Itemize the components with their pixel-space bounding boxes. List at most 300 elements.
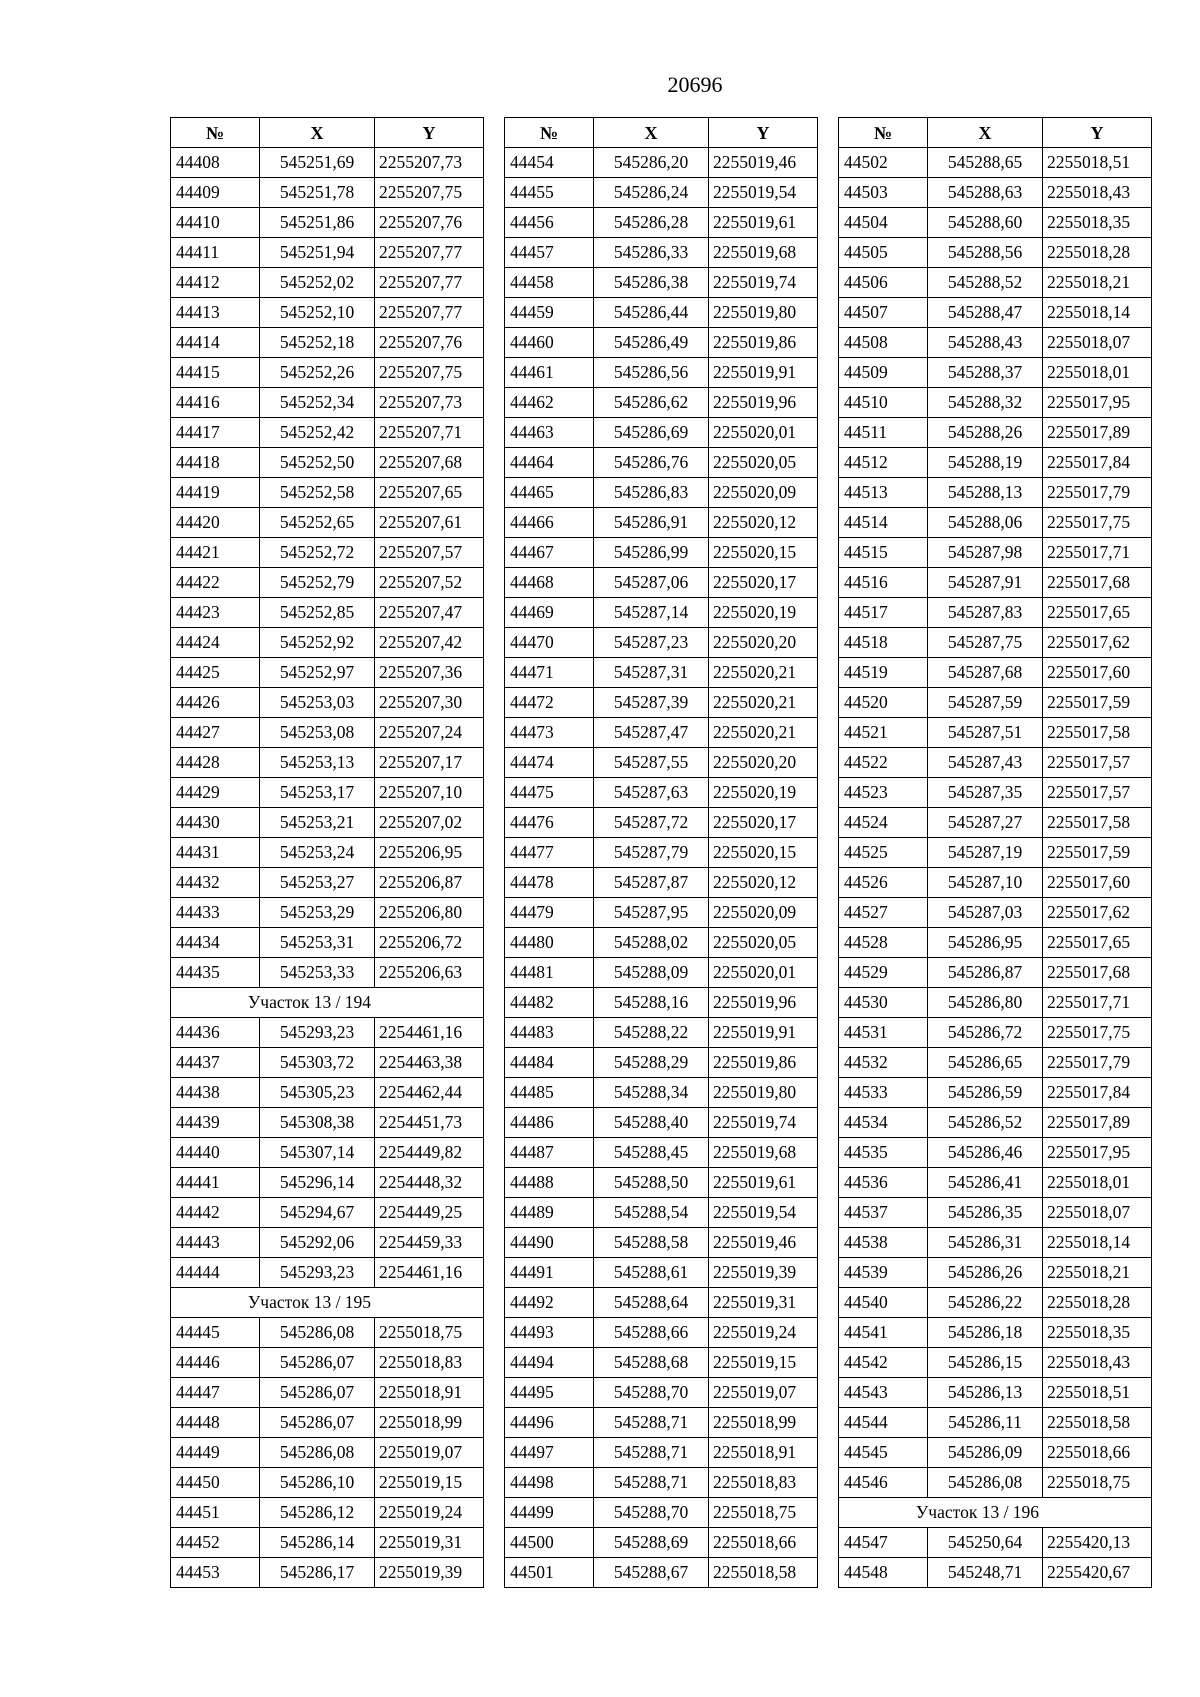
point-number-cell: 44491 [505,1258,594,1288]
point-number-cell: 44453 [171,1558,260,1588]
x-coordinate-cell: 545286,33 [594,238,709,268]
table-row [839,448,1152,478]
point-number-cell: 44462 [505,388,594,418]
y-coordinate-cell: 2255017,58 [1043,718,1152,748]
table-row [171,1528,484,1558]
table-row [505,748,818,778]
table-row [505,628,818,658]
y-coordinate-cell: 2255020,12 [709,868,818,898]
table-row [171,658,484,688]
x-coordinate-cell: 545286,52 [928,1108,1043,1138]
x-coordinate-cell: 545287,87 [594,868,709,898]
y-coordinate-cell: 2255017,79 [1043,478,1152,508]
table-row [839,778,1152,808]
point-number-cell: 44465 [505,478,594,508]
point-number-cell: 44440 [171,1138,260,1168]
y-coordinate-cell: 2255019,61 [709,208,818,238]
x-coordinate-cell: 545286,59 [928,1078,1043,1108]
y-coordinate-cell: 2255207,75 [375,358,484,388]
y-coordinate-cell: 2255207,02 [375,808,484,838]
y-coordinate-cell: 2255020,05 [709,928,818,958]
table-row [505,1288,818,1318]
point-number-cell: 44517 [839,598,928,628]
y-coordinate-cell: 2255018,66 [709,1528,818,1558]
section-label: Участок 13 / 195 [171,1288,484,1318]
table-row [505,568,818,598]
point-number-cell: 44433 [171,898,260,928]
point-number-cell: 44496 [505,1408,594,1438]
point-number-cell: 44485 [505,1078,594,1108]
x-coordinate-cell: 545288,50 [594,1168,709,1198]
x-coordinate-cell: 545287,95 [594,898,709,928]
table-row [505,208,818,238]
y-coordinate-cell: 2255019,74 [709,1108,818,1138]
y-coordinate-cell: 2255018,51 [1043,148,1152,178]
point-number-cell: 44486 [505,1108,594,1138]
table-row [505,148,818,178]
point-number-cell: 44514 [839,508,928,538]
point-number-cell: 44490 [505,1228,594,1258]
x-coordinate-cell: 545288,09 [594,958,709,988]
point-number-cell: 44439 [171,1108,260,1138]
table-row [171,568,484,598]
point-number-cell: 44487 [505,1138,594,1168]
table-row [839,478,1152,508]
point-number-cell: 44499 [505,1498,594,1528]
table-row [505,1138,818,1168]
y-coordinate-cell: 2255017,65 [1043,928,1152,958]
x-coordinate-cell: 545286,95 [928,928,1043,958]
y-coordinate-cell: 2255019,68 [709,1138,818,1168]
section-row [839,1498,1152,1528]
y-coordinate-cell: 2255207,68 [375,448,484,478]
x-coordinate-cell: 545286,07 [260,1378,375,1408]
table-row [171,1108,484,1138]
table-row [171,298,484,328]
y-coordinate-cell: 2255019,80 [709,1078,818,1108]
y-coordinate-cell: 2255019,46 [709,1228,818,1258]
x-coordinate-cell: 545288,32 [928,388,1043,418]
x-coordinate-cell: 545288,70 [594,1378,709,1408]
y-coordinate-cell: 2255018,58 [1043,1408,1152,1438]
table-row [171,628,484,658]
table-row [171,1258,484,1288]
point-number-cell: 44533 [839,1078,928,1108]
x-coordinate-cell: 545253,27 [260,868,375,898]
table-row [839,508,1152,538]
x-coordinate-cell: 545288,22 [594,1018,709,1048]
point-number-cell: 44412 [171,268,260,298]
point-number-cell: 44489 [505,1198,594,1228]
x-coordinate-cell: 545287,59 [928,688,1043,718]
x-coordinate-cell: 545286,22 [928,1288,1043,1318]
y-coordinate-cell: 2255207,52 [375,568,484,598]
y-coordinate-cell: 2255019,68 [709,238,818,268]
section-label: Участок 13 / 196 [839,1498,1152,1528]
point-number-cell: 44434 [171,928,260,958]
point-number-cell: 44452 [171,1528,260,1558]
x-coordinate-cell: 545286,24 [594,178,709,208]
y-coordinate-cell: 2255018,75 [1043,1468,1152,1498]
point-number-cell: 44532 [839,1048,928,1078]
y-coordinate-cell: 2255018,99 [375,1408,484,1438]
y-coordinate-cell: 2255018,58 [709,1558,818,1588]
point-number-cell: 44482 [505,988,594,1018]
x-coordinate-cell: 545288,70 [594,1498,709,1528]
header-number: № [171,118,260,148]
table-row [505,688,818,718]
table-row [839,1288,1152,1318]
point-number-cell: 44518 [839,628,928,658]
point-number-cell: 44524 [839,808,928,838]
x-coordinate-cell: 545252,92 [260,628,375,658]
y-coordinate-cell: 2255018,28 [1043,1288,1152,1318]
y-coordinate-cell: 2255020,19 [709,778,818,808]
table-row [171,808,484,838]
x-coordinate-cell: 545286,31 [928,1228,1043,1258]
point-number-cell: 44538 [839,1228,928,1258]
table-row [171,718,484,748]
point-number-cell: 44504 [839,208,928,238]
point-number-cell: 44497 [505,1438,594,1468]
x-coordinate-cell: 545286,38 [594,268,709,298]
point-number-cell: 44531 [839,1018,928,1048]
point-number-cell: 44503 [839,178,928,208]
x-coordinate-cell: 545288,52 [928,268,1043,298]
y-coordinate-cell: 2255207,76 [375,328,484,358]
table-row [505,1528,818,1558]
point-number-cell: 44425 [171,658,260,688]
point-number-cell: 44432 [171,868,260,898]
x-coordinate-cell: 545286,87 [928,958,1043,988]
x-coordinate-cell: 545286,08 [928,1468,1043,1498]
table-row [171,328,484,358]
table-row [839,358,1152,388]
table-row [505,1168,818,1198]
y-coordinate-cell: 2255207,65 [375,478,484,508]
point-number-cell: 44526 [839,868,928,898]
x-coordinate-cell: 545250,64 [928,1528,1043,1558]
point-number-cell: 44461 [505,358,594,388]
x-coordinate-cell: 545252,10 [260,298,375,328]
table-row [171,508,484,538]
table-row [171,448,484,478]
point-number-cell: 44467 [505,538,594,568]
x-coordinate-cell: 545288,64 [594,1288,709,1318]
x-coordinate-cell: 545288,47 [928,298,1043,328]
x-coordinate-cell: 545286,99 [594,538,709,568]
table-row [171,1498,484,1528]
point-number-cell: 44447 [171,1378,260,1408]
x-coordinate-cell: 545253,31 [260,928,375,958]
x-coordinate-cell: 545287,83 [928,598,1043,628]
y-coordinate-cell: 2255019,07 [709,1378,818,1408]
x-coordinate-cell: 545288,45 [594,1138,709,1168]
y-coordinate-cell: 2255017,62 [1043,628,1152,658]
table-row [839,1228,1152,1258]
table-row [171,778,484,808]
point-number-cell: 44523 [839,778,928,808]
table-row [505,1078,818,1108]
point-number-cell: 44530 [839,988,928,1018]
table-row [839,1018,1152,1048]
x-coordinate-cell: 545252,50 [260,448,375,478]
table-row [505,178,818,208]
x-coordinate-cell: 545287,47 [594,718,709,748]
table-row [171,1438,484,1468]
x-coordinate-cell: 545286,28 [594,208,709,238]
y-coordinate-cell: 2255017,58 [1043,808,1152,838]
table-row [171,1078,484,1108]
y-coordinate-cell: 2255019,80 [709,298,818,328]
y-coordinate-cell: 2255019,15 [709,1348,818,1378]
table-row [505,958,818,988]
y-coordinate-cell: 2255017,68 [1043,958,1152,988]
x-coordinate-cell: 545252,34 [260,388,375,418]
table-row [839,418,1152,448]
x-coordinate-cell: 545251,78 [260,178,375,208]
x-coordinate-cell: 545288,40 [594,1108,709,1138]
x-coordinate-cell: 545307,14 [260,1138,375,1168]
y-coordinate-cell: 2255018,21 [1043,268,1152,298]
table-row [505,598,818,628]
x-coordinate-cell: 545286,35 [928,1198,1043,1228]
section-row [171,988,484,1018]
y-coordinate-cell: 2255207,77 [375,268,484,298]
x-coordinate-cell: 545288,66 [594,1318,709,1348]
y-coordinate-cell: 2254449,82 [375,1138,484,1168]
table-row [171,388,484,418]
y-coordinate-cell: 2255018,83 [375,1348,484,1378]
point-number-cell: 44483 [505,1018,594,1048]
table-row [171,1048,484,1078]
table-row [505,1228,818,1258]
x-coordinate-cell: 545286,83 [594,478,709,508]
point-number-cell: 44539 [839,1258,928,1288]
point-number-cell: 44420 [171,508,260,538]
y-coordinate-cell: 2255207,42 [375,628,484,658]
point-number-cell: 44492 [505,1288,594,1318]
table-row [839,748,1152,778]
point-number-cell: 44460 [505,328,594,358]
y-coordinate-cell: 2255018,43 [1043,1348,1152,1378]
x-coordinate-cell: 545253,24 [260,838,375,868]
table-row [839,688,1152,718]
y-coordinate-cell: 2255207,75 [375,178,484,208]
table-row [839,148,1152,178]
table-row [505,868,818,898]
point-number-cell: 44419 [171,478,260,508]
point-number-cell: 44414 [171,328,260,358]
x-coordinate-cell: 545288,56 [928,238,1043,268]
point-number-cell: 44457 [505,238,594,268]
y-coordinate-cell: 2255017,60 [1043,868,1152,898]
x-coordinate-cell: 545286,15 [928,1348,1043,1378]
y-coordinate-cell: 2255018,07 [1043,328,1152,358]
y-coordinate-cell: 2255019,54 [709,178,818,208]
x-coordinate-cell: 545252,79 [260,568,375,598]
y-coordinate-cell: 2255017,95 [1043,388,1152,418]
table-row [505,388,818,418]
y-coordinate-cell: 2255019,46 [709,148,818,178]
point-number-cell: 44443 [171,1228,260,1258]
point-number-cell: 44417 [171,418,260,448]
point-number-cell: 44474 [505,748,594,778]
point-number-cell: 44498 [505,1468,594,1498]
y-coordinate-cell: 2254461,16 [375,1258,484,1288]
y-coordinate-cell: 2255019,39 [375,1558,484,1588]
table-row [505,1108,818,1138]
x-coordinate-cell: 545286,08 [260,1438,375,1468]
point-number-cell: 44424 [171,628,260,658]
point-number-cell: 44458 [505,268,594,298]
y-coordinate-cell: 2255020,01 [709,958,818,988]
table-row [171,1138,484,1168]
y-coordinate-cell: 2255019,86 [709,1048,818,1078]
table-row [839,298,1152,328]
table-row [839,1558,1152,1588]
y-coordinate-cell: 2255020,19 [709,598,818,628]
table-row [171,1408,484,1438]
y-coordinate-cell: 2255018,51 [1043,1378,1152,1408]
table-row [505,1258,818,1288]
y-coordinate-cell: 2255207,77 [375,298,484,328]
x-coordinate-cell: 545292,06 [260,1228,375,1258]
y-coordinate-cell: 2255017,84 [1043,1078,1152,1108]
x-coordinate-cell: 545286,49 [594,328,709,358]
table-row [171,358,484,388]
table-row [839,868,1152,898]
point-number-cell: 44493 [505,1318,594,1348]
x-coordinate-cell: 545287,72 [594,808,709,838]
x-coordinate-cell: 545286,20 [594,148,709,178]
point-number-cell: 44537 [839,1198,928,1228]
x-coordinate-cell: 545286,69 [594,418,709,448]
y-coordinate-cell: 2255020,21 [709,718,818,748]
x-coordinate-cell: 545287,39 [594,688,709,718]
table-row [171,418,484,448]
x-coordinate-cell: 545286,44 [594,298,709,328]
y-coordinate-cell: 2255020,15 [709,838,818,868]
y-coordinate-cell: 2254451,73 [375,1108,484,1138]
point-number-cell: 44525 [839,838,928,868]
x-coordinate-cell: 545286,17 [260,1558,375,1588]
y-coordinate-cell: 2255018,99 [709,1408,818,1438]
point-number-cell: 44511 [839,418,928,448]
table-row [171,898,484,928]
table-row [505,1438,818,1468]
y-coordinate-cell: 2255017,68 [1043,568,1152,598]
table-row [839,1528,1152,1558]
header-number: № [505,118,594,148]
table-row [505,898,818,928]
point-number-cell: 44454 [505,148,594,178]
table-row [171,148,484,178]
y-coordinate-cell: 2255019,96 [709,388,818,418]
point-number-cell: 44547 [839,1528,928,1558]
table-row [505,538,818,568]
table-row [171,238,484,268]
x-coordinate-cell: 545288,26 [928,418,1043,448]
x-coordinate-cell: 545253,21 [260,808,375,838]
point-number-cell: 44516 [839,568,928,598]
y-coordinate-cell: 2255018,01 [1043,1168,1152,1198]
y-coordinate-cell: 2255019,91 [709,1018,818,1048]
table-row [839,628,1152,658]
y-coordinate-cell: 2254459,33 [375,1228,484,1258]
x-coordinate-cell: 545288,60 [928,208,1043,238]
table-row [505,778,818,808]
y-coordinate-cell: 2255017,84 [1043,448,1152,478]
y-coordinate-cell: 2255207,30 [375,688,484,718]
table-row [839,808,1152,838]
table-row [171,1198,484,1228]
x-coordinate-cell: 545288,61 [594,1258,709,1288]
table-header-row [171,118,484,148]
table-row [839,208,1152,238]
x-coordinate-cell: 545287,51 [928,718,1043,748]
point-number-cell: 44438 [171,1078,260,1108]
point-number-cell: 44500 [505,1528,594,1558]
table-row [839,1198,1152,1228]
point-number-cell: 44430 [171,808,260,838]
y-coordinate-cell: 2255018,75 [709,1498,818,1528]
point-number-cell: 44544 [839,1408,928,1438]
point-number-cell: 44413 [171,298,260,328]
point-number-cell: 44515 [839,538,928,568]
x-coordinate-cell: 545252,97 [260,658,375,688]
table-row [171,958,484,988]
header-x: X [928,118,1043,148]
x-coordinate-cell: 545253,13 [260,748,375,778]
table-row [505,1318,818,1348]
point-number-cell: 44528 [839,928,928,958]
point-number-cell: 44437 [171,1048,260,1078]
table-row [171,1558,484,1588]
header-x: X [594,118,709,148]
coordinates-table-1 [170,117,484,1588]
x-coordinate-cell: 545293,23 [260,1018,375,1048]
point-number-cell: 44535 [839,1138,928,1168]
y-coordinate-cell: 2255017,57 [1043,748,1152,778]
table-row [839,1108,1152,1138]
y-coordinate-cell: 2255017,65 [1043,598,1152,628]
y-coordinate-cell: 2254461,16 [375,1018,484,1048]
x-coordinate-cell: 545252,26 [260,358,375,388]
x-coordinate-cell: 545286,41 [928,1168,1043,1198]
point-number-cell: 44472 [505,688,594,718]
x-coordinate-cell: 545286,65 [928,1048,1043,1078]
point-number-cell: 44505 [839,238,928,268]
table-row [505,928,818,958]
x-coordinate-cell: 545288,68 [594,1348,709,1378]
x-coordinate-cell: 545288,71 [594,1438,709,1468]
point-number-cell: 44444 [171,1258,260,1288]
x-coordinate-cell: 545288,71 [594,1468,709,1498]
table-row [505,238,818,268]
point-number-cell: 44423 [171,598,260,628]
table-row [839,838,1152,868]
point-number-cell: 44449 [171,1438,260,1468]
table-row [839,1258,1152,1288]
x-coordinate-cell: 545252,42 [260,418,375,448]
table-row [505,1198,818,1228]
x-coordinate-cell: 545288,13 [928,478,1043,508]
table-row [505,298,818,328]
table-row [171,1348,484,1378]
x-coordinate-cell: 545286,18 [928,1318,1043,1348]
point-number-cell: 44459 [505,298,594,328]
